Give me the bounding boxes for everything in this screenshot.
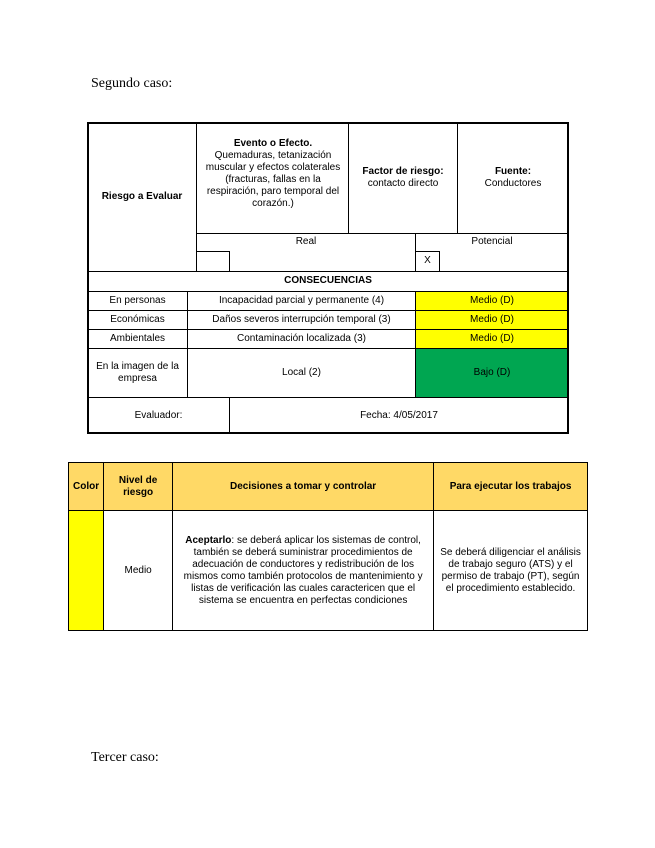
factor-cell [349,123,457,233]
decision-table [68,462,588,631]
source-cell [458,123,568,233]
color-swatch [69,511,104,631]
header-execute: Para ejecutar los trabajos [434,463,588,511]
consequence-level: Medio (D) [470,294,514,306]
decision-bold: Aceptarlo [185,534,232,546]
evaluator-label: Evaluador: [134,409,183,421]
consequence-level: Medio (D) [470,332,514,344]
consequence-description: Incapacidad parcial y permanente (4) [218,294,385,306]
event-cell [198,138,348,233]
decision-row [69,511,588,631]
consequence-description: Daños severos interrupción temporal (3) [212,313,391,325]
consequence-category: Económicas [110,313,165,325]
header-decisions: Decisiones a tomar y controlar [173,463,434,511]
real-label: Real [295,236,317,247]
potential-mark: X [424,255,431,266]
consequence-category: En personas [109,294,166,306]
second-case-heading: Segundo caso: [91,76,173,91]
consequence-description: Local (2) [282,366,321,378]
date-label: Fecha: 4/05/2017 [360,409,438,421]
row-decisions [173,511,434,631]
third-case-heading: Tercer caso: [91,750,159,765]
consequence-level: Medio (D) [470,313,514,325]
potential-label: Potencial [471,236,513,247]
source-title: Fuente: [494,166,532,177]
header-level: Nivel de riesgo [104,463,173,511]
consequence-level: Bajo (D) [473,366,511,378]
row-level: Medio [104,511,173,631]
event-text: Quemaduras, tetanización muscular y efectos colaterales (fracturas, fallas en la respiración, paro temporal del corazón.) [205,150,341,209]
consequence-category: En la imagen de la empresa [96,360,179,384]
event-title: Evento o Efecto. [233,138,313,149]
source-text: Conductores [484,178,542,189]
consequence-category: Ambientales [109,332,166,344]
consequence-description: Contaminación localizada (3) [237,332,366,344]
row-execute: Se deberá diligenciar el análisis de trabajo seguro (ATS) y el permiso de trabajo (PT), según el procedimiento establecido. [434,511,588,631]
header-color: Color [69,463,104,511]
factor-text: contacto directo [367,178,439,189]
risk-label: Riesgo a Evaluar [101,191,183,202]
consequences-title: CONSECUENCIAS [284,275,372,286]
factor-title: Factor de riesgo: [362,166,444,177]
decision-header-row [69,463,588,511]
decision-text: : se deberá aplicar los sistemas de control, también se deberá suministrar procedimientos de adecuación de conductores y redistribución de los mismos como también protocolos de mantenimiento y listas de verificación las cuales caractericen que el sistema se encuentra en perfectas condiciones [183,534,423,606]
